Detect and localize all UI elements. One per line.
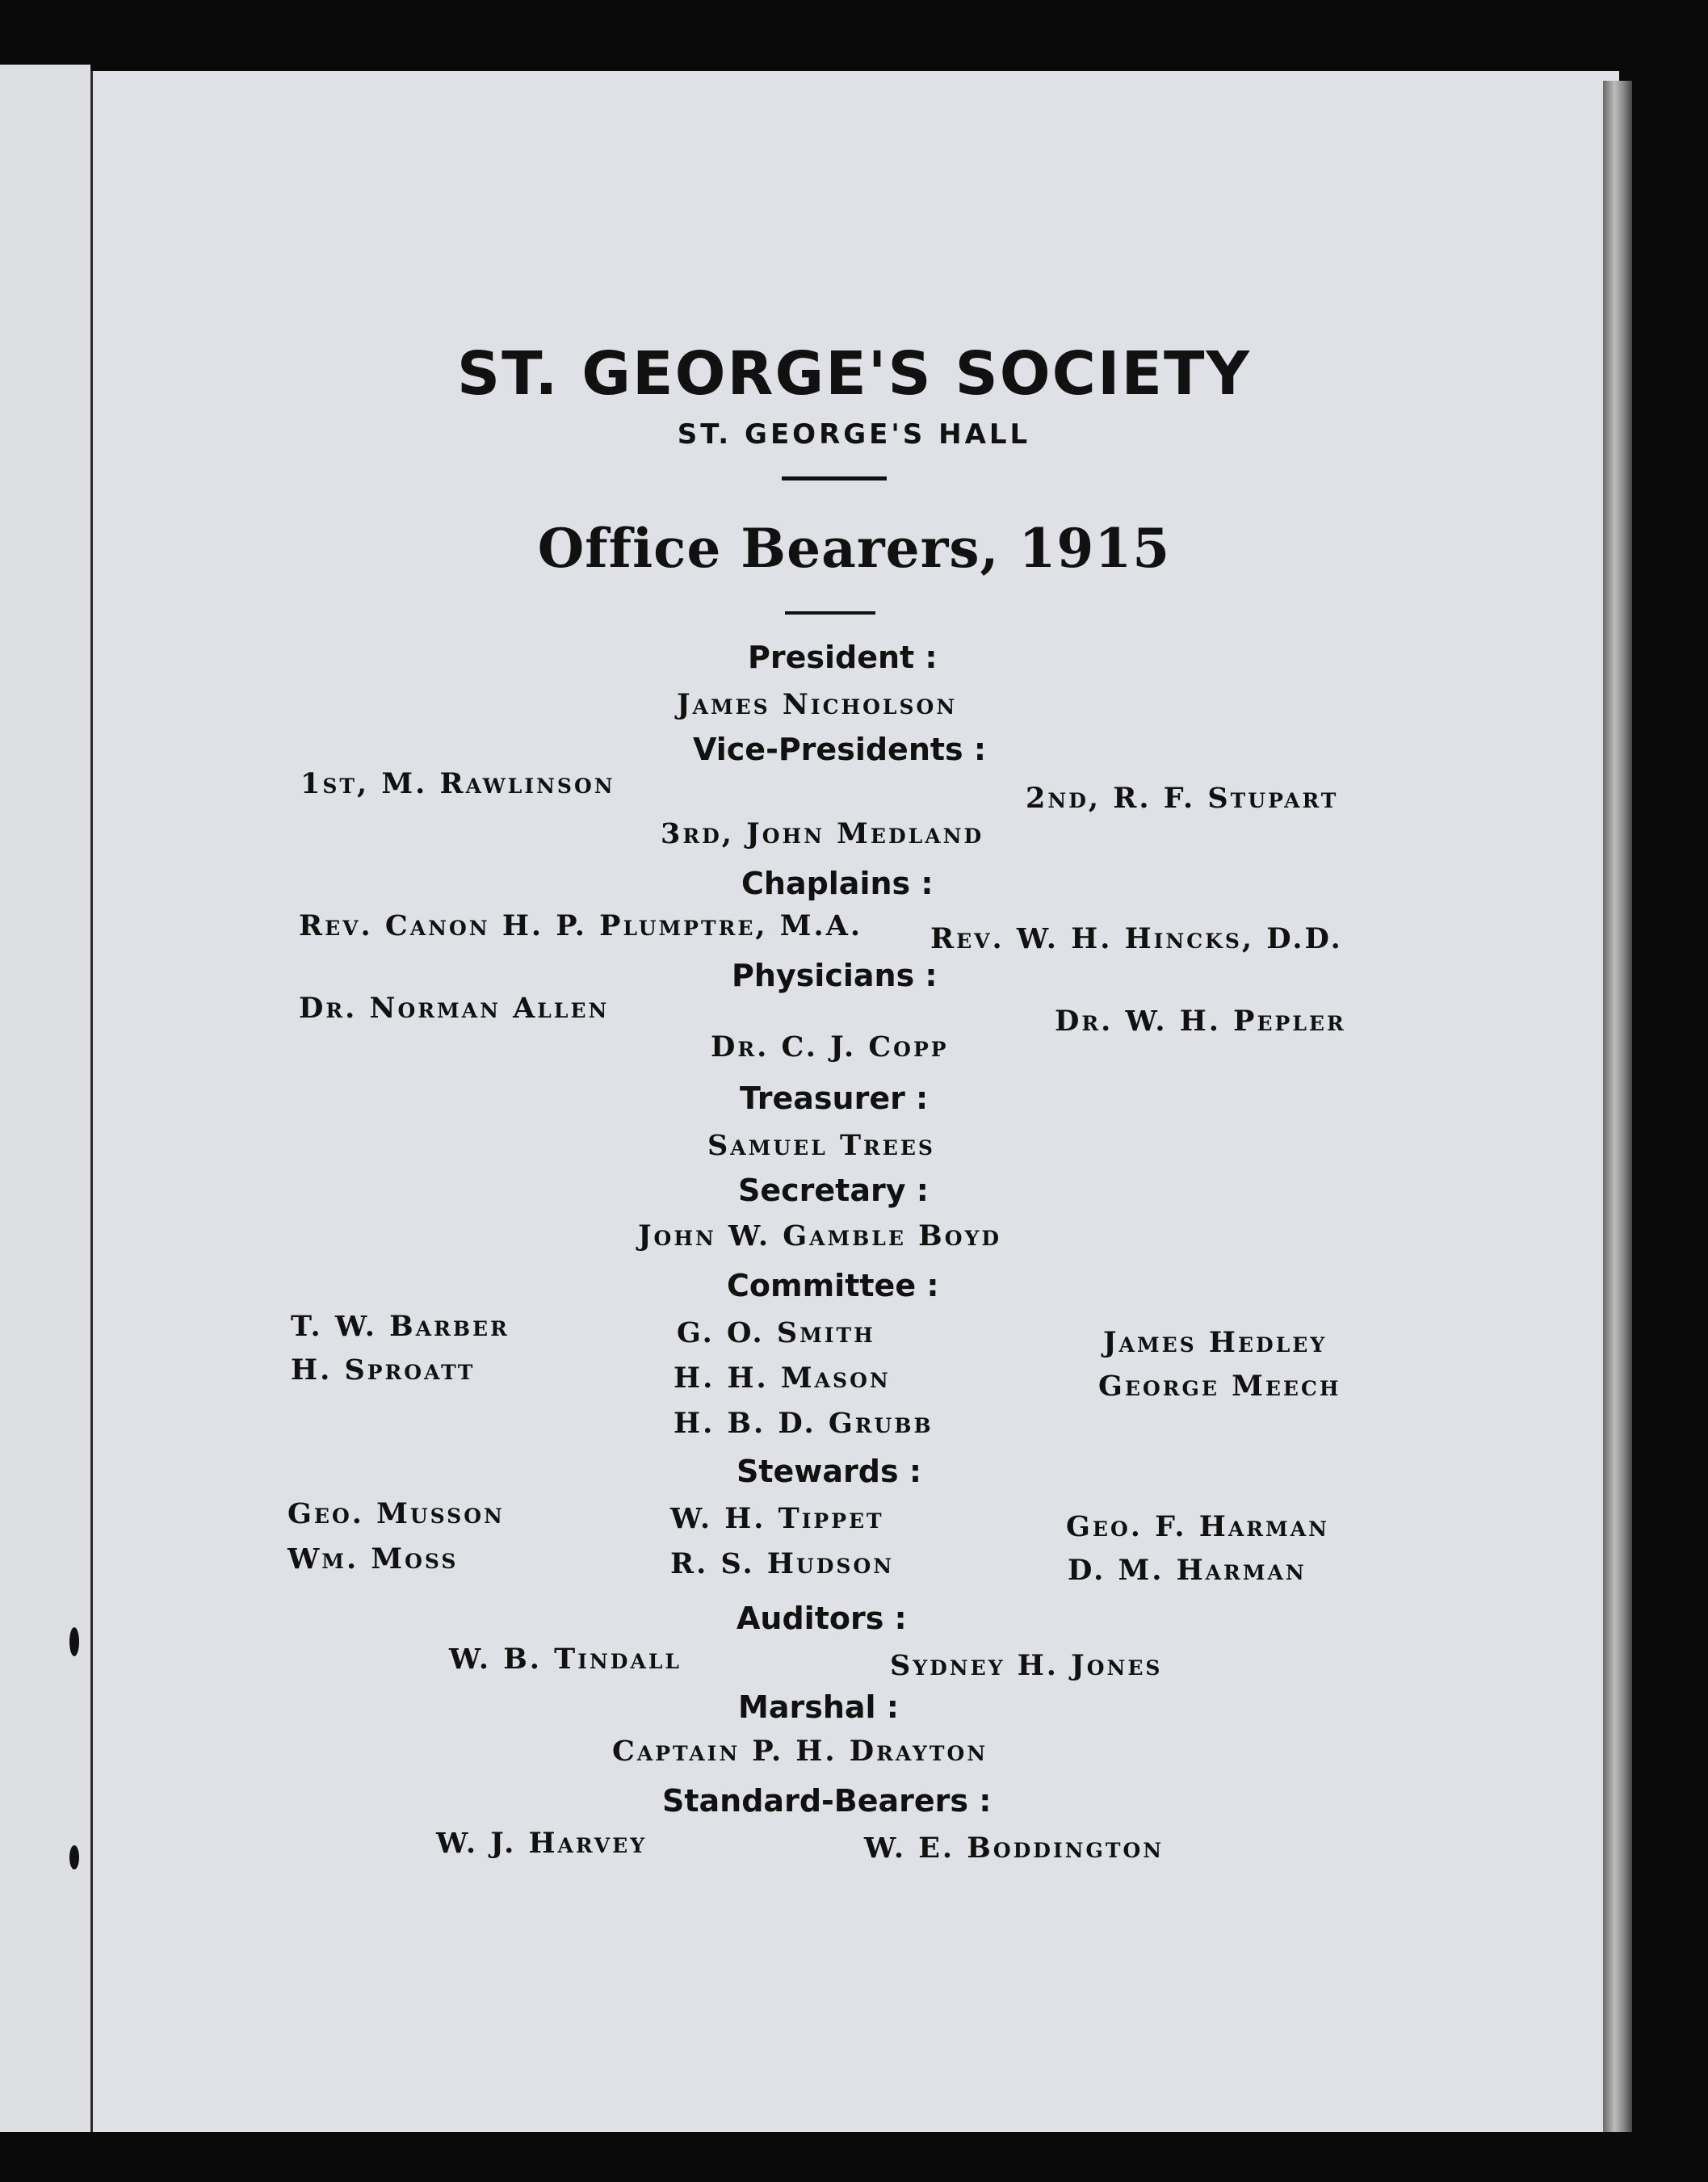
marshal-name: Captain P. H. Drayton — [612, 1735, 988, 1768]
hall-subtitle: ST. GEORGE'S HALL — [677, 418, 1031, 451]
physician-left: Dr. Norman Allen — [299, 992, 610, 1025]
committee-member: H. B. D. Grubb — [674, 1407, 934, 1440]
secretary-label: Secretary : — [738, 1173, 929, 1208]
office-bearers-heading: Office Bearers, 1915 — [537, 517, 1171, 580]
committee-member: G. O. Smith — [677, 1316, 875, 1349]
auditors-label: Auditors : — [736, 1601, 907, 1636]
vice-president-third: 3rd, John Medland — [661, 817, 984, 850]
secretary-name: John W. Gamble Boyd — [638, 1219, 1002, 1253]
physician-right: Dr. W. H. Pepler — [1055, 1005, 1346, 1038]
chaplain-left: Rev. Canon H. P. Plumptre, M.A. — [299, 909, 863, 942]
steward: D. M. Harman — [1068, 1554, 1307, 1587]
vice-presidents-label: Vice-Presidents : — [693, 732, 987, 767]
chaplains-label: Chaplains : — [741, 866, 934, 901]
stewards-label: Stewards : — [736, 1454, 922, 1489]
committee-member: George Meech — [1098, 1370, 1341, 1403]
binding-mark — [69, 1627, 79, 1656]
title-divider — [782, 476, 887, 480]
marshal-label: Marshal : — [738, 1689, 899, 1725]
chaplain-right: Rev. W. H. Hincks, D.D. — [930, 922, 1343, 955]
binding-mark — [69, 1845, 79, 1869]
physician-center: Dr. C. J. Copp — [711, 1030, 949, 1064]
committee-member: H. Sproatt — [291, 1353, 476, 1387]
auditor-right: Sydney H. Jones — [890, 1649, 1163, 1682]
committee-member: T. W. Barber — [291, 1310, 510, 1343]
vice-president-first: 1st, M. Rawlinson — [300, 767, 615, 800]
physicians-label: Physicians : — [732, 958, 938, 993]
committee-label: Committee : — [727, 1268, 939, 1303]
heading-divider — [785, 611, 875, 615]
steward: Wm. Moss — [287, 1542, 459, 1576]
standard-bearer-right: W. E. Boddington — [864, 1832, 1165, 1865]
president-label: President : — [748, 640, 938, 675]
auditor-left: W. B. Tindall — [449, 1643, 682, 1676]
vice-president-second: 2nd, R. F. Stupart — [1026, 782, 1339, 815]
committee-member: James Hedley — [1103, 1326, 1328, 1359]
steward: W. H. Tippet — [670, 1502, 884, 1535]
treasurer-name: Samuel Trees — [707, 1129, 935, 1162]
committee-member: H. H. Mason — [674, 1362, 891, 1395]
steward: R. S. Hudson — [670, 1547, 895, 1580]
treasurer-label: Treasurer : — [740, 1081, 929, 1116]
steward: Geo. F. Harman — [1066, 1510, 1329, 1543]
president-name: James Nicholson — [677, 688, 958, 721]
standard-bearers-label: Standard-Bearers : — [662, 1783, 992, 1819]
society-title: ST. GEORGE'S SOCIETY — [456, 339, 1252, 409]
steward: Geo. Musson — [287, 1497, 505, 1530]
standard-bearer-left: W. J. Harvey — [436, 1827, 648, 1860]
